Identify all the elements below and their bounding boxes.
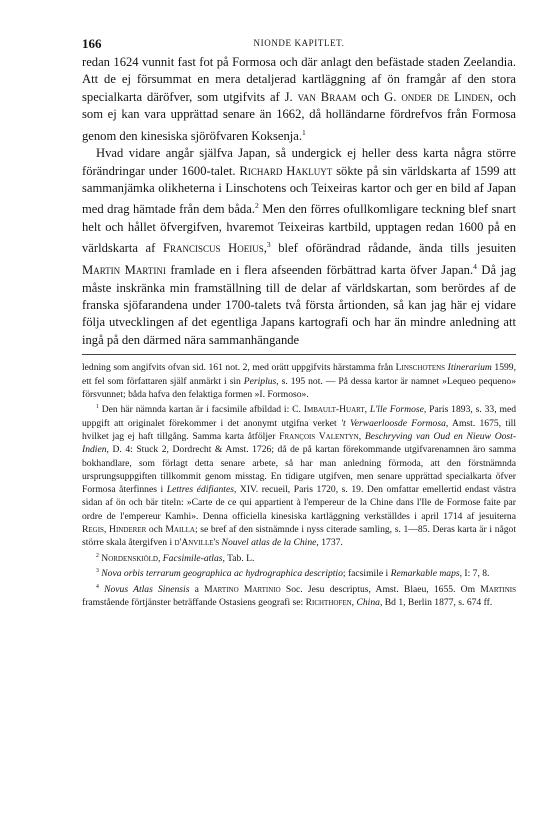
small-caps-name: Richthofen [305,597,352,609]
footnote-marker: 4 [96,583,99,590]
italic-title: Nova orbis terrarum geographica ac hydrographica descriptio [101,568,343,580]
paragraph: redan 1624 vunnit fast fot på Formosa och där anlagt den befästade staden Zeelandia. Att de ej försummat en mera detaljerad kartläggning af ön framgår af den stora specialkarta däröfver, som utgifvits af J. van Braam och G. onder de Linden, och som ej kan vara upprättad senare än 1662, då holländarne fördrefvos från Formosa genom den kinesiska sjöröfvaren Koksenja.$^1$ [82,55,517,143]
footnote-marker: 1 [96,404,99,411]
footnote-marker: 4 [473,262,477,272]
small-caps-name: Nordenskiöld [101,552,158,564]
small-caps-name: Linschotens [395,362,446,374]
footnotes [82,361,516,609]
small-caps-name: Martinis [480,583,516,595]
footnote-marker: 3 [266,240,271,250]
italic-title: Novus Atlas Sinensis [104,583,190,595]
book-page [82,36,516,609]
italic-title: L'île Formose [369,404,424,416]
small-caps-name: onder de Linden [401,89,490,104]
footnote-marker: 1 [302,127,306,137]
footnote-1: $^1$ Den här nämnda kartan är i facsimile afbildad i: C. Imbault-Huart, L'île Formose, Paris 1893, s. 33, med uppgift att originalet förekommer i det anonymt utgifna verket 't Verwaerloosde Formosa, Amst. 1675, till hvilket jag ej haft tillgång. Samma karta åtföljer François Valentyn, Beschryving van Oud en Nieuw Oost-Indien, D. 4: Stuck 2, Dordrecht & Amst. 1726; då de på kartan förekommande utgifvarenamnen äro samma bokhandlare, som förlagt detta senare arbete, så har man anledning förmoda, att den förstnämnda ursprungsuppgiften tillkommit genom misstag. En tidigare utgifven, men senare upprättad specialkarta öfver Formosa återfinnes i Lettres édifiantes, XIV. recueil, Paris 1720, s. 19. Den omfattar emellertid endast västra sidan af ön och bär titeln: »Carte de ce qui appartient à l'empereur de la Chine dans l'Ile de Formose faite par ordre de l'empereur Kamhi». Denna officiella kinesiska kartläggning verkställdes i april 1714 af jesuiterna Regis, Hinderer och Mailla; se bref af den sistnämnde i nyss citerade samling, s. 1—85. Deras karta är i något större skala återgifven i d'Anville's Nouvel atlas de la Chine, 1737. [82,404,517,549]
footnote-4: $^4$ Novus Atlas Sinensis a Martino Martinio Soc. Jesu descriptus, Amst. Blaeu, 1655. Om Martinis framstående förtjänster beträffande Ostasiens geografi se: Richthofen, China, Bd 1, Berlin 1877, s. 674 ff. [82,583,516,609]
small-caps-name: Franciscus Hoeius [162,241,264,256]
italic-title: Remarkable maps [390,568,460,580]
small-caps-name: Hinderer [109,524,147,535]
small-caps-name: van Braam [297,89,357,104]
italic-title: Nouvel atlas de la Chine [221,537,317,549]
footnote-3: $^3$ Nova orbis terrarum geographica ac hydrographica descriptio; facsimile i Remarkable maps, I: 7, 8. [96,568,490,580]
footnote-divider [82,354,516,355]
small-caps-name: Regis [82,524,104,535]
small-caps-name: Martino Martinio [204,583,281,595]
main-text [82,54,516,349]
footnote-2: $^2$ Nordenskiöld, Facsimile-atlas, Tab. L. [96,552,255,564]
footnote-marker: 2 [96,552,99,559]
paragraph: Hvad vidare angår själfva Japan, så undergick ej heller dess karta några större förändringar under 1600-talet. Richard Hakluyt sökte på sin världskarta af 1599 att sammanjämka olikheterna i Linschotens och Teixeiras kartor och ger en bild af Japan med drag hämtade från dem båda.$^2$ Men den förres ofullkomligare teckning blef snart helt och hållet öfvergifven, hvaremot Teixeiras kartbild, upptagen redan 1600 på en världskarta af Franciscus Hoeius,$^3$ blef oförändrad rådande, ända tills jesuiten Martin Martini framlade en i flera afseenden förbättrad karta öfver Japan.$^4$ Då jag måste inskränka min framställning till de delar af världskartan, som berördes af de franska sjöfarandena under 1700-talets två första årtionden, så kan jag här ej vidare följa utvecklingen af det egentliga Japans kartografi och har än mindre anledning att ingå på den därmed nära sammanhängande [82,146,517,347]
small-caps-name: d'Anville's [174,537,220,549]
running-head: NIONDE KAPITLET. [253,38,345,48]
page-number: 166 [82,36,102,51]
footnote-continuation: ledning som angifvits ofvan sid. 161 not. 2, med orätt uppgifvits härstamma från Linschotens Itinerarium 1599, ett fel som författaren själf anmärkt i sin Periplus, s. 195 not. — På dessa kartor är namnet »Lequeo pequeno» försvunnet; båda hafva den felaktiga formen »I. Formoso». [82,362,517,400]
italic-title: 't Verwaerloosde Formosa [340,417,446,429]
footnote-marker: 2 [254,201,259,211]
italic-title: Itinerarium [447,362,492,374]
small-caps-name: Mailla [165,524,195,535]
italic-title: Beschryving van Oud en Nieuw Oost-Indien [82,430,517,456]
small-caps-name: Richard Hakluyt [239,163,333,178]
footnote-marker: 3 [96,568,99,575]
page-header [82,36,516,52]
italic-title: Facsimile-atlas [162,552,223,564]
italic-title: China [356,597,380,609]
italic-title: Periplus [243,375,277,387]
small-caps-name: Martin Martini [82,263,166,278]
small-caps-name: Imbault-Huart [303,404,365,416]
italic-title: Lettres édifiantes [166,484,234,496]
small-caps-name: François Valentyn [279,430,359,442]
